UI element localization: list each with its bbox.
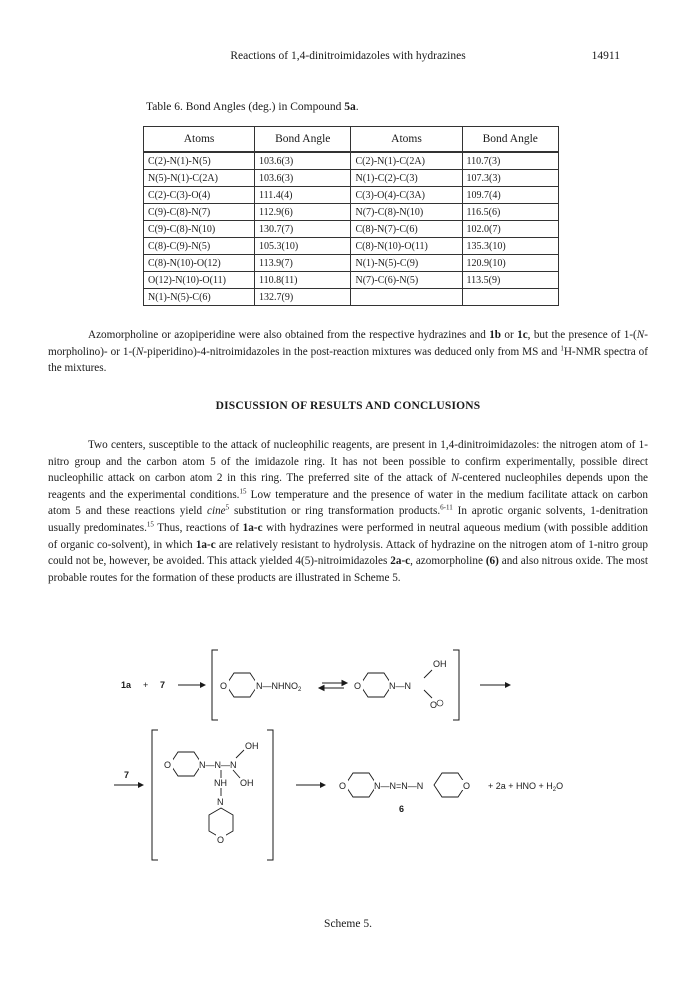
header-bond-angle-1: Bond Angle [255,127,351,153]
label-6: 6 [399,804,405,814]
table-cell: 105.3(10) [255,238,351,255]
table-cell: C(8)-N(10)-O(11) [351,238,462,255]
bracket-left-1 [212,650,218,720]
page-number: 14911 [591,50,620,62]
table-cell: N(1)-C(2)-C(3) [351,170,462,187]
label-1a: 1a [121,680,132,690]
table-cell: C(9)-C(8)-N(7) [144,204,255,221]
table-cell: 116.5(6) [462,204,558,221]
header-atoms-1: Atoms [144,127,255,153]
header-bond-angle-2: Bond Angle [462,127,558,153]
table-cell: C(8)-N(7)-C(6) [351,221,462,238]
atom-o-minus: O [430,700,438,710]
atom-o-2: O [354,681,362,691]
morpholine-ring-3 [170,752,202,776]
table-cell: 103.6(3) [255,170,351,187]
bracket-left-2 [152,730,158,860]
table-cell: 107.3(3) [462,170,558,187]
table-cell: C(8)-C(9)-N(5) [144,238,255,255]
arrow-4 [296,782,326,788]
table-cell: 103.6(3) [255,152,351,170]
table-cell: C(9)-C(8)-N(10) [144,221,255,238]
label-7b: 7 [124,770,130,780]
table-cell: 113.5(9) [462,272,558,289]
table-cell: 102.0(7) [462,221,558,238]
table-cell: N(1)-N(5)-C(6) [144,289,255,306]
nhno2-label: $N—NHNO_2$ [256,681,302,693]
atom-o-4: O [217,835,225,845]
equilibrium-arrows [319,681,347,691]
charge-minus-icon [437,700,443,706]
plus-sign: + [143,680,149,690]
morpholine-ring-6 [434,773,466,797]
running-header: Reactions of 1,4-dinitroimidazoles with hydrazines [230,50,466,62]
table-cell: 135.3(10) [462,238,558,255]
table-cell: 110.8(11) [255,272,351,289]
atom-oh-top: OH [245,741,259,751]
products-label: + 2a + HNO + $H_2O$ [488,781,564,793]
paragraph-azomorpholine: Azomorpholine or azopiperidine were also obtained from the respective hydrazines and 1b or 1c, but the presence of 1-(N-morpholino)- or 1-(N-piperidino)-4-nitroimidazoles in the post-reaction mixtures was deduced only from MS and $^1$H-NMR spectra of the mixtures. [48,329,648,375]
table-cell: C(2)-N(1)-N(5) [144,152,255,170]
table-cell: N(1)-N(5)-C(9) [351,255,462,272]
table-cell: 120.9(10) [462,255,558,272]
paragraph-discussion: Two centers, susceptible to the attack of nucleophilic reagents, are present in 1,4-dinitroimidazoles: the nitrogen atom of 1-nitro group and the carbon atom 5 of the imidazole ring. It has not been possible to confirm experimentally, possible direct nucleophilic attack on carbon atom 2 in this ring. The preferred site of the attack of N-centered nucleophiles depends upon the reagents and the experimental conditions.$^{15}$ Low temperature and the presence of water in the medium facilitate attack on carbon atom 5 and these reactions yield cine$^5$ substitution or ring transformation products.$^{6-11}$ In aprotic organic solvents, 1-denitration usually predominates.$^{15}$ Thus, reactions of 1a-c with hydrazines were performed in neutral aqueous medium (with possible addition of organic co-solvent), in which 1a-c are relatively resistant to hydrolysis. Attack of hydrazine on the nitrogen atom of 1-nitro group could not be, however, be avoided. This attack yielded 4(5)-nitroimidazoles 2a-c, azomorpholine (6) and also nitrous oxide. The most probable routes for the formation of these products are illustrated in Scheme 5. [48,439,649,584]
table-cell: 109.7(4) [462,187,558,204]
scheme-caption: Scheme 5. [324,918,372,930]
table-cell: 111.4(4) [255,187,351,204]
atom-n: N [217,797,224,807]
table-cell: 112.9(6) [255,204,351,221]
table-cell: C(8)-N(10)-O(12) [144,255,255,272]
arrow-1 [178,682,206,688]
table-cell: N(5)-N(1)-C(2A) [144,170,255,187]
bracket-right-1 [453,650,459,720]
morpholine-ring-5 [345,773,377,797]
header-atoms-2: Atoms [351,127,462,153]
table-cell: 130.7(7) [255,221,351,238]
section-heading: DISCUSSION OF RESULTS AND CONCLUSIONS [215,400,481,412]
table-cell: C(3)-O(4)-C(3A) [351,187,462,204]
table-cell: C(2)-N(1)-C(2A) [351,152,462,170]
table-cell: N(7)-C(6)-N(5) [351,272,462,289]
morpholine-ring-2 [360,673,392,697]
n-n-n-label: N—N—N [199,760,237,770]
atom-o-3: O [164,760,172,770]
table-cell: N(7)-C(8)-N(10) [351,204,462,221]
bracket-right-2 [267,730,273,860]
atom-o-6: O [463,781,471,791]
morpholine-ring-1 [226,673,258,697]
n-n-label: N—N [389,681,411,691]
atom-o-1: O [220,681,228,691]
atom-oh-bottom: OH [240,778,254,788]
atom-o-5: O [339,781,347,791]
table-cell: C(2)-C(3)-O(4) [144,187,255,204]
n-o-bonds [424,670,432,698]
table-cell: 113.9(7) [255,255,351,272]
table-cell: O(12)-N(10)-O(11) [144,272,255,289]
atom-oh: OH [433,659,447,669]
table-cell: 110.7(3) [462,152,558,170]
azo-label: N—N=N—N [374,781,424,791]
label-7: 7 [160,680,166,690]
atom-nh: NH [214,778,227,788]
morpholine-ring-4 [209,808,233,838]
table-cell: 132.7(9) [255,289,351,306]
table-caption: Table 6. Bond Angles (deg.) in Compound 5a. [146,101,359,113]
arrow-2 [480,682,511,688]
arrow-3 [114,782,144,788]
